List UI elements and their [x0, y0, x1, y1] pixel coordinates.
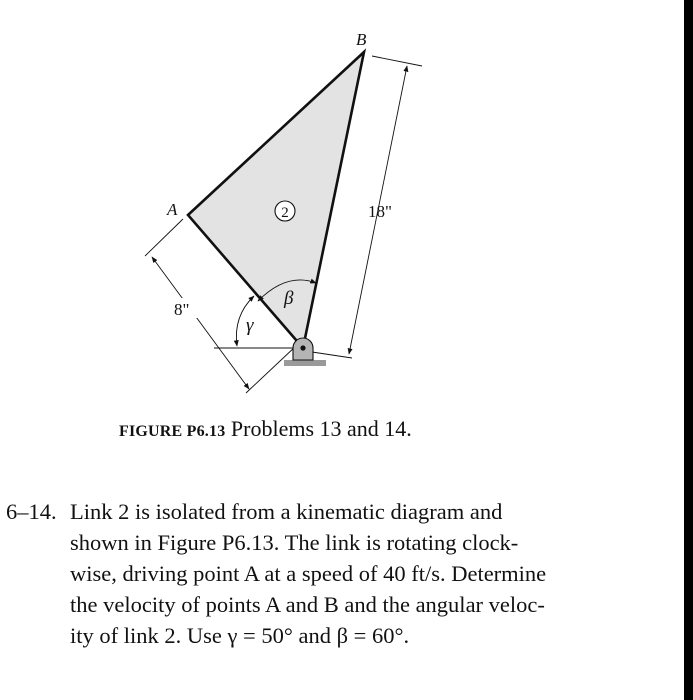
dimension-label-18: 18"	[368, 202, 392, 221]
caption-label: FIGURE P6.13	[119, 423, 226, 440]
problem-statement	[6, 496, 578, 651]
problem-line: shown in Figure P6.13. The link is rotating clock-	[70, 530, 519, 555]
figure-caption	[119, 416, 412, 442]
point-label-a: A	[167, 200, 178, 219]
angle-label-gamma: γ	[246, 315, 254, 336]
dimension-line-8	[152, 257, 249, 389]
point-label-b: B	[356, 30, 367, 49]
ground-pivot-icon	[284, 338, 326, 366]
extension-line-o-right	[312, 352, 352, 358]
extension-line-b	[372, 56, 422, 66]
link-number-label: 2	[281, 205, 289, 221]
problem-number: 6–14.	[6, 499, 57, 524]
circled-number-icon	[275, 201, 295, 221]
link-2-body	[188, 52, 364, 348]
problem-line: ity of link 2. Use γ = 50° and β = 60°.	[70, 623, 410, 648]
problem-line: wise, driving point A at a speed of 40 ft/s. Determine	[70, 561, 547, 586]
problem-line: Link 2 is isolated from a kinematic diagram and	[70, 499, 503, 524]
caption-text: Problems 13 and 14.	[230, 416, 412, 441]
angle-label-beta: β	[284, 288, 294, 309]
problem-body	[70, 496, 578, 651]
extension-line-a	[145, 219, 183, 256]
extension-line-o-left	[246, 346, 296, 393]
problem-line: the velocity of points A and B and the angular veloc-	[70, 592, 545, 617]
dimension-label-8: 8"	[174, 300, 190, 319]
